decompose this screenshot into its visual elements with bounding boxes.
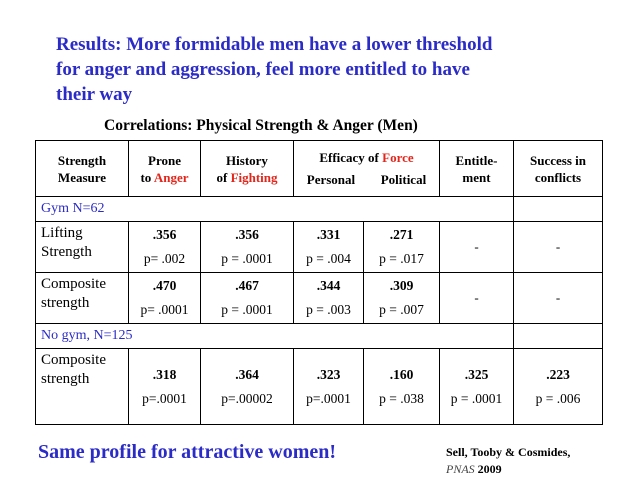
- correlation-cell: .160 p = .038: [364, 349, 440, 425]
- slide-headline: [56, 32, 606, 107]
- correlation-cell: .470 p= .0001: [129, 273, 201, 324]
- header-prone-to-anger: Prone to Anger: [129, 141, 201, 197]
- table-title: Correlations: Physical Strength & Anger (Men): [104, 117, 418, 134]
- headline-line-3: their way: [56, 84, 133, 105]
- header-strength-measure: Strength Measure: [36, 141, 129, 197]
- header-political: Political: [380, 172, 427, 187]
- group-label-no-gym: No gym, N=125: [36, 324, 514, 349]
- correlation-cell: .318 p=.0001: [129, 349, 201, 425]
- citation-authors: Sell, Tooby & Cosmides,: [446, 445, 571, 459]
- correlation-cell: .356 p = .0001: [201, 222, 294, 273]
- row-label: Lifting Strength: [36, 222, 129, 273]
- footer-note: Same profile for attractive women!: [38, 441, 337, 463]
- empty-cell: -: [440, 273, 514, 324]
- row-label: Composite strength: [36, 349, 129, 425]
- group-row-no-gym: [36, 324, 603, 349]
- correlation-cell: .356 p= .002: [129, 222, 201, 273]
- row-label: Composite strength: [36, 273, 129, 324]
- headline-line-1: Results: More formidable men have a lower threshold: [56, 34, 493, 55]
- group-label-gym: Gym N=62: [36, 197, 514, 222]
- correlation-cell: .331 p = .004: [294, 222, 364, 273]
- correlation-cell: .467 p = .0001: [201, 273, 294, 324]
- correlation-table: [35, 140, 603, 425]
- header-personal: Personal: [306, 172, 356, 187]
- correlation-cell: .323 p=.0001: [294, 349, 364, 425]
- citation-journal: PNAS: [446, 462, 475, 476]
- empty-cell: -: [514, 222, 603, 273]
- correlation-cell: .309 p = .007: [364, 273, 440, 324]
- header-row: [36, 141, 603, 197]
- correlation-cell: .271 p = .017: [364, 222, 440, 273]
- correlation-cell: .325 p = .0001: [440, 349, 514, 425]
- header-entitlement: Entitle- ment: [440, 141, 514, 197]
- table-row: [36, 222, 603, 273]
- group-row-gym: [36, 197, 603, 222]
- correlation-cell: .364 p=.00002: [201, 349, 294, 425]
- correlation-cell: .344 p = .003: [294, 273, 364, 324]
- correlation-cell: .223 p = .006: [514, 349, 603, 425]
- citation-year: 2009: [477, 462, 502, 476]
- header-history-of-fighting: History of Fighting: [201, 141, 294, 197]
- empty-cell: -: [514, 273, 603, 324]
- table-row: [36, 349, 603, 425]
- empty-cell: -: [440, 222, 514, 273]
- header-efficacy-of-force: Efficacy of Force Personal Political: [294, 141, 440, 197]
- headline-line-2: for anger and aggression, feel more entitled to have: [56, 59, 470, 80]
- table-row: [36, 273, 603, 324]
- citation: [446, 444, 570, 478]
- header-success-in-conflicts: Success in conflicts: [514, 141, 603, 197]
